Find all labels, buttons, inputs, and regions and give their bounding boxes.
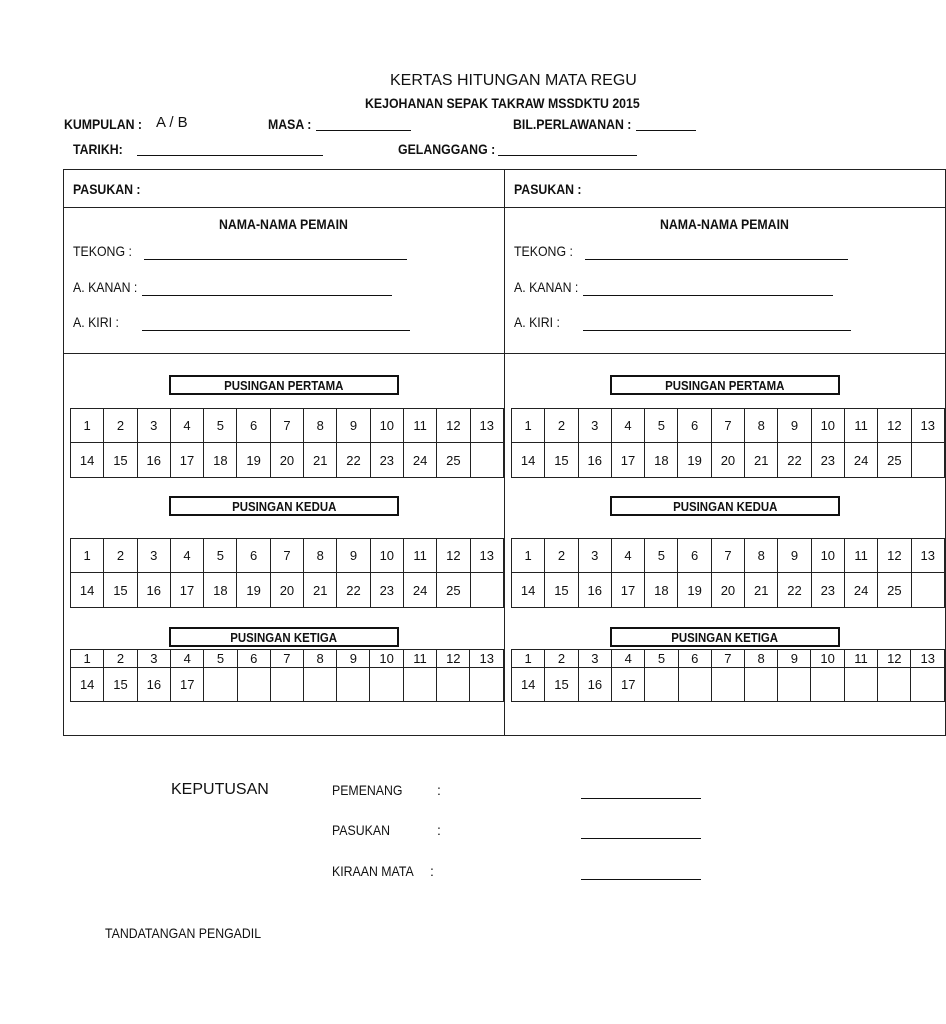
score-cell[interactable]: 13 bbox=[911, 539, 944, 573]
score-cell[interactable] bbox=[778, 668, 811, 702]
divider bbox=[505, 207, 945, 208]
score-cell[interactable]: 2 bbox=[104, 650, 137, 668]
score-cell[interactable]: 12 bbox=[878, 539, 911, 573]
tekong-label: TEKONG : bbox=[514, 243, 573, 259]
score-cell[interactable]: 20 bbox=[270, 573, 303, 608]
score-cell[interactable]: 17 bbox=[170, 573, 203, 608]
tarikh-line bbox=[137, 155, 323, 156]
score-cell[interactable]: 19 bbox=[678, 443, 711, 478]
score-cell[interactable] bbox=[403, 668, 436, 702]
score-cell[interactable]: 11 bbox=[844, 650, 877, 668]
score-cell[interactable]: 24 bbox=[403, 573, 436, 608]
score-cell[interactable]: 1 bbox=[512, 539, 545, 573]
sheet-title: KERTAS HITUNGAN MATA REGU bbox=[390, 72, 637, 89]
team-panel-right bbox=[504, 169, 946, 736]
tarikh-label: TARIKH: bbox=[73, 141, 123, 157]
score-cell[interactable]: 21 bbox=[304, 443, 337, 478]
bil-perlawanan-label: BIL.PERLAWANAN : bbox=[513, 116, 632, 132]
score-row bbox=[71, 668, 504, 702]
score-cell[interactable]: 3 bbox=[578, 650, 611, 668]
score-cell[interactable]: 6 bbox=[678, 409, 711, 443]
score-cell[interactable]: 6 bbox=[678, 650, 711, 668]
kiraan-mata-label: KIRAAN MATA bbox=[332, 863, 414, 879]
score-cell[interactable]: 10 bbox=[370, 539, 403, 573]
score-cell[interactable]: 24 bbox=[844, 573, 877, 608]
score-cell[interactable]: 11 bbox=[844, 539, 877, 573]
score-cell[interactable]: 23 bbox=[811, 443, 844, 478]
sheet-subtitle: KEJOHANAN SEPAK TAKRAW MSSDKTU 2015 bbox=[365, 95, 640, 111]
score-cell[interactable]: 13 bbox=[911, 409, 944, 443]
score-cell[interactable]: 22 bbox=[778, 443, 811, 478]
score-cell[interactable]: 5 bbox=[645, 409, 678, 443]
score-cell[interactable]: 14 bbox=[71, 668, 104, 702]
pemenang-label: PEMENANG bbox=[332, 782, 403, 798]
pasukan-label: PASUKAN : bbox=[73, 181, 141, 197]
players-heading: NAMA-NAMA PEMAIN bbox=[219, 216, 348, 232]
score-cell[interactable]: 8 bbox=[304, 409, 337, 443]
score-cell[interactable]: 13 bbox=[470, 539, 503, 573]
score-cell[interactable]: 7 bbox=[711, 409, 744, 443]
team-panel-left bbox=[63, 169, 505, 736]
score-cell[interactable]: 21 bbox=[745, 573, 778, 608]
round-3-title: PUSINGAN KETIGA bbox=[169, 627, 399, 647]
score-cell[interactable]: 22 bbox=[337, 443, 370, 478]
kumpulan-value: A / B bbox=[156, 114, 188, 131]
kumpulan-label: KUMPULAN : bbox=[64, 116, 143, 132]
score-cell[interactable]: 19 bbox=[678, 573, 711, 608]
kanan-label: A. KANAN : bbox=[514, 279, 579, 295]
score-cell[interactable]: 10 bbox=[811, 409, 844, 443]
score-cell[interactable]: 16 bbox=[578, 573, 611, 608]
kanan-line bbox=[142, 295, 392, 296]
score-cell[interactable]: 10 bbox=[811, 650, 844, 668]
score-cell[interactable]: 6 bbox=[678, 539, 711, 573]
score-cell[interactable]: 4 bbox=[170, 539, 203, 573]
score-cell[interactable] bbox=[370, 668, 403, 702]
score-cell[interactable]: 5 bbox=[645, 650, 678, 668]
score-cell[interactable]: 7 bbox=[711, 650, 744, 668]
score-cell[interactable]: 17 bbox=[170, 443, 203, 478]
score-cell[interactable]: 23 bbox=[811, 573, 844, 608]
score-cell[interactable]: 20 bbox=[711, 443, 744, 478]
score-cell[interactable]: 6 bbox=[237, 409, 270, 443]
score-cell[interactable]: 3 bbox=[137, 539, 170, 573]
score-cell[interactable]: 7 bbox=[270, 539, 303, 573]
score-cell[interactable] bbox=[470, 668, 504, 702]
score-cell[interactable]: 16 bbox=[137, 573, 170, 608]
score-cell[interactable]: 4 bbox=[611, 409, 644, 443]
bil-perlawanan-line bbox=[636, 130, 696, 131]
score-cell[interactable]: 3 bbox=[137, 650, 170, 668]
masa-label: MASA : bbox=[268, 116, 312, 132]
score-cell[interactable]: 1 bbox=[71, 409, 104, 443]
round-1-title: PUSINGAN PERTAMA bbox=[169, 375, 399, 395]
score-cell[interactable]: 16 bbox=[137, 668, 170, 702]
score-cell[interactable]: 16 bbox=[578, 668, 611, 702]
score-cell[interactable]: 15 bbox=[545, 443, 578, 478]
score-cell[interactable]: 7 bbox=[270, 409, 303, 443]
pemenang-line bbox=[581, 798, 701, 799]
kanan-label: A. KANAN : bbox=[73, 279, 138, 295]
score-cell[interactable] bbox=[745, 668, 778, 702]
score-cell[interactable]: 1 bbox=[512, 650, 545, 668]
divider bbox=[64, 353, 504, 354]
score-row bbox=[512, 668, 945, 702]
round-1-title: PUSINGAN PERTAMA bbox=[610, 375, 840, 395]
score-cell[interactable]: 1 bbox=[71, 539, 104, 573]
score-cell[interactable]: 12 bbox=[437, 409, 470, 443]
score-cell[interactable]: 6 bbox=[237, 650, 270, 668]
score-cell[interactable]: 9 bbox=[778, 650, 811, 668]
score-cell[interactable]: 12 bbox=[878, 650, 911, 668]
score-cell[interactable] bbox=[470, 573, 503, 608]
score-cell[interactable]: 9 bbox=[337, 539, 370, 573]
round-3-table bbox=[70, 649, 504, 702]
score-cell[interactable] bbox=[911, 573, 944, 608]
players-heading: NAMA-NAMA PEMAIN bbox=[660, 216, 789, 232]
gelanggang-line bbox=[498, 155, 637, 156]
score-cell[interactable]: 2 bbox=[545, 409, 578, 443]
score-cell[interactable]: 5 bbox=[204, 650, 237, 668]
score-cell[interactable]: 15 bbox=[545, 573, 578, 608]
round-2-table bbox=[511, 538, 945, 608]
score-cell[interactable]: 7 bbox=[270, 650, 303, 668]
score-cell[interactable] bbox=[844, 668, 877, 702]
kiri-label: A. KIRI : bbox=[514, 314, 560, 330]
score-cell[interactable]: 19 bbox=[237, 443, 270, 478]
score-row bbox=[71, 409, 504, 443]
score-cell[interactable] bbox=[304, 668, 337, 702]
score-cell[interactable]: 16 bbox=[137, 443, 170, 478]
score-cell[interactable]: 25 bbox=[878, 573, 911, 608]
score-row bbox=[512, 650, 945, 668]
pasukan-result-line bbox=[581, 838, 701, 839]
round-2-table bbox=[70, 538, 504, 608]
score-cell[interactable]: 1 bbox=[512, 409, 545, 443]
divider bbox=[64, 207, 504, 208]
score-row bbox=[71, 443, 504, 478]
score-cell[interactable] bbox=[878, 668, 911, 702]
kiraan-colon: : bbox=[430, 863, 434, 879]
score-cell[interactable]: 14 bbox=[71, 573, 104, 608]
score-cell[interactable]: 2 bbox=[104, 409, 137, 443]
round-1-table bbox=[70, 408, 504, 478]
score-cell[interactable] bbox=[811, 668, 844, 702]
score-cell[interactable]: 25 bbox=[437, 443, 470, 478]
score-cell[interactable]: 8 bbox=[304, 539, 337, 573]
score-cell[interactable]: 2 bbox=[545, 539, 578, 573]
score-cell[interactable]: 3 bbox=[578, 539, 611, 573]
score-row bbox=[512, 409, 945, 443]
score-cell[interactable]: 15 bbox=[104, 573, 137, 608]
pemenang-colon: : bbox=[437, 782, 441, 798]
score-cell[interactable] bbox=[911, 443, 944, 478]
score-cell[interactable]: 4 bbox=[612, 650, 645, 668]
score-cell[interactable] bbox=[911, 668, 945, 702]
round-2-title: PUSINGAN KEDUA bbox=[610, 496, 840, 516]
score-cell[interactable]: 7 bbox=[711, 539, 744, 573]
score-cell[interactable]: 2 bbox=[545, 650, 578, 668]
score-cell[interactable]: 18 bbox=[204, 573, 237, 608]
score-cell[interactable]: 18 bbox=[645, 573, 678, 608]
kanan-line bbox=[583, 295, 833, 296]
score-cell[interactable]: 15 bbox=[104, 668, 137, 702]
score-cell[interactable] bbox=[337, 668, 370, 702]
score-cell[interactable]: 21 bbox=[304, 573, 337, 608]
score-cell[interactable]: 3 bbox=[137, 409, 170, 443]
score-cell[interactable]: 12 bbox=[437, 650, 470, 668]
score-cell[interactable] bbox=[470, 443, 503, 478]
score-cell[interactable]: 11 bbox=[403, 409, 436, 443]
score-cell[interactable]: 5 bbox=[204, 409, 237, 443]
score-cell[interactable]: 14 bbox=[71, 443, 104, 478]
score-cell[interactable]: 23 bbox=[370, 443, 403, 478]
score-cell[interactable]: 17 bbox=[171, 668, 204, 702]
score-row bbox=[71, 539, 504, 573]
score-cell[interactable]: 11 bbox=[403, 539, 436, 573]
score-cell[interactable]: 22 bbox=[778, 573, 811, 608]
decision-heading: KEPUTUSAN bbox=[171, 781, 269, 798]
score-cell[interactable]: 10 bbox=[811, 539, 844, 573]
score-cell[interactable]: 6 bbox=[237, 539, 270, 573]
score-cell[interactable]: 8 bbox=[745, 539, 778, 573]
kiri-line bbox=[583, 330, 851, 331]
score-cell[interactable]: 4 bbox=[170, 409, 203, 443]
score-cell[interactable]: 24 bbox=[403, 443, 436, 478]
score-cell[interactable]: 19 bbox=[237, 573, 270, 608]
score-cell[interactable]: 9 bbox=[337, 650, 370, 668]
score-cell[interactable]: 15 bbox=[545, 668, 578, 702]
score-cell[interactable]: 17 bbox=[611, 443, 644, 478]
score-cell[interactable]: 21 bbox=[745, 443, 778, 478]
signature-label: TANDATANGAN PENGADIL bbox=[105, 925, 262, 941]
score-cell[interactable]: 12 bbox=[437, 539, 470, 573]
score-cell[interactable] bbox=[645, 668, 678, 702]
score-cell[interactable]: 15 bbox=[104, 443, 137, 478]
score-cell[interactable]: 9 bbox=[778, 539, 811, 573]
kiri-label: A. KIRI : bbox=[73, 314, 119, 330]
score-row bbox=[512, 539, 945, 573]
score-cell[interactable]: 25 bbox=[878, 443, 911, 478]
score-cell[interactable]: 17 bbox=[612, 668, 645, 702]
score-cell[interactable]: 9 bbox=[337, 409, 370, 443]
score-cell[interactable]: 13 bbox=[911, 650, 945, 668]
gelanggang-label: GELANGGANG : bbox=[398, 141, 496, 157]
pasukan-result-label: PASUKAN bbox=[332, 822, 390, 838]
score-cell[interactable] bbox=[270, 668, 303, 702]
score-cell[interactable]: 9 bbox=[778, 409, 811, 443]
score-cell[interactable]: 2 bbox=[104, 539, 137, 573]
tekong-label: TEKONG : bbox=[73, 243, 132, 259]
score-cell[interactable] bbox=[204, 668, 237, 702]
score-cell[interactable]: 14 bbox=[512, 573, 545, 608]
score-cell[interactable] bbox=[711, 668, 744, 702]
score-cell[interactable]: 20 bbox=[270, 443, 303, 478]
score-cell[interactable]: 10 bbox=[370, 409, 403, 443]
kiraan-mata-line bbox=[581, 879, 701, 880]
score-cell[interactable] bbox=[678, 668, 711, 702]
score-cell[interactable]: 23 bbox=[370, 573, 403, 608]
score-cell[interactable]: 12 bbox=[878, 409, 911, 443]
tekong-line bbox=[144, 259, 407, 260]
score-cell[interactable]: 16 bbox=[578, 443, 611, 478]
tekong-line bbox=[585, 259, 848, 260]
score-cell[interactable] bbox=[237, 668, 270, 702]
score-cell[interactable]: 8 bbox=[745, 409, 778, 443]
score-cell[interactable]: 4 bbox=[611, 539, 644, 573]
score-cell[interactable] bbox=[437, 668, 470, 702]
score-row bbox=[71, 573, 504, 608]
score-cell[interactable]: 5 bbox=[645, 539, 678, 573]
divider bbox=[505, 353, 945, 354]
score-cell[interactable]: 8 bbox=[304, 650, 337, 668]
score-cell[interactable]: 22 bbox=[337, 573, 370, 608]
pasukan-label: PASUKAN : bbox=[514, 181, 582, 197]
score-cell[interactable]: 11 bbox=[403, 650, 436, 668]
score-cell[interactable]: 14 bbox=[512, 668, 545, 702]
score-cell[interactable]: 17 bbox=[611, 573, 644, 608]
score-cell[interactable]: 25 bbox=[437, 573, 470, 608]
score-cell[interactable]: 18 bbox=[645, 443, 678, 478]
score-cell[interactable]: 20 bbox=[711, 573, 744, 608]
score-cell[interactable]: 13 bbox=[470, 650, 504, 668]
score-cell[interactable]: 11 bbox=[844, 409, 877, 443]
round-2-title: PUSINGAN KEDUA bbox=[169, 496, 399, 516]
score-cell[interactable]: 8 bbox=[745, 650, 778, 668]
masa-line bbox=[316, 130, 411, 131]
score-cell[interactable]: 10 bbox=[370, 650, 403, 668]
score-row bbox=[512, 443, 945, 478]
score-cell[interactable]: 3 bbox=[578, 409, 611, 443]
kiri-line bbox=[142, 330, 410, 331]
score-cell[interactable]: 5 bbox=[204, 539, 237, 573]
score-cell[interactable]: 18 bbox=[204, 443, 237, 478]
pasukan-colon: : bbox=[437, 822, 441, 838]
round-1-table bbox=[511, 408, 945, 478]
score-cell[interactable]: 24 bbox=[844, 443, 877, 478]
score-row bbox=[512, 573, 945, 608]
round-3-table bbox=[511, 649, 945, 702]
score-cell[interactable]: 1 bbox=[71, 650, 104, 668]
score-cell[interactable]: 4 bbox=[171, 650, 204, 668]
score-cell[interactable]: 14 bbox=[512, 443, 545, 478]
score-row bbox=[71, 650, 504, 668]
round-3-title: PUSINGAN KETIGA bbox=[610, 627, 840, 647]
score-cell[interactable]: 13 bbox=[470, 409, 503, 443]
